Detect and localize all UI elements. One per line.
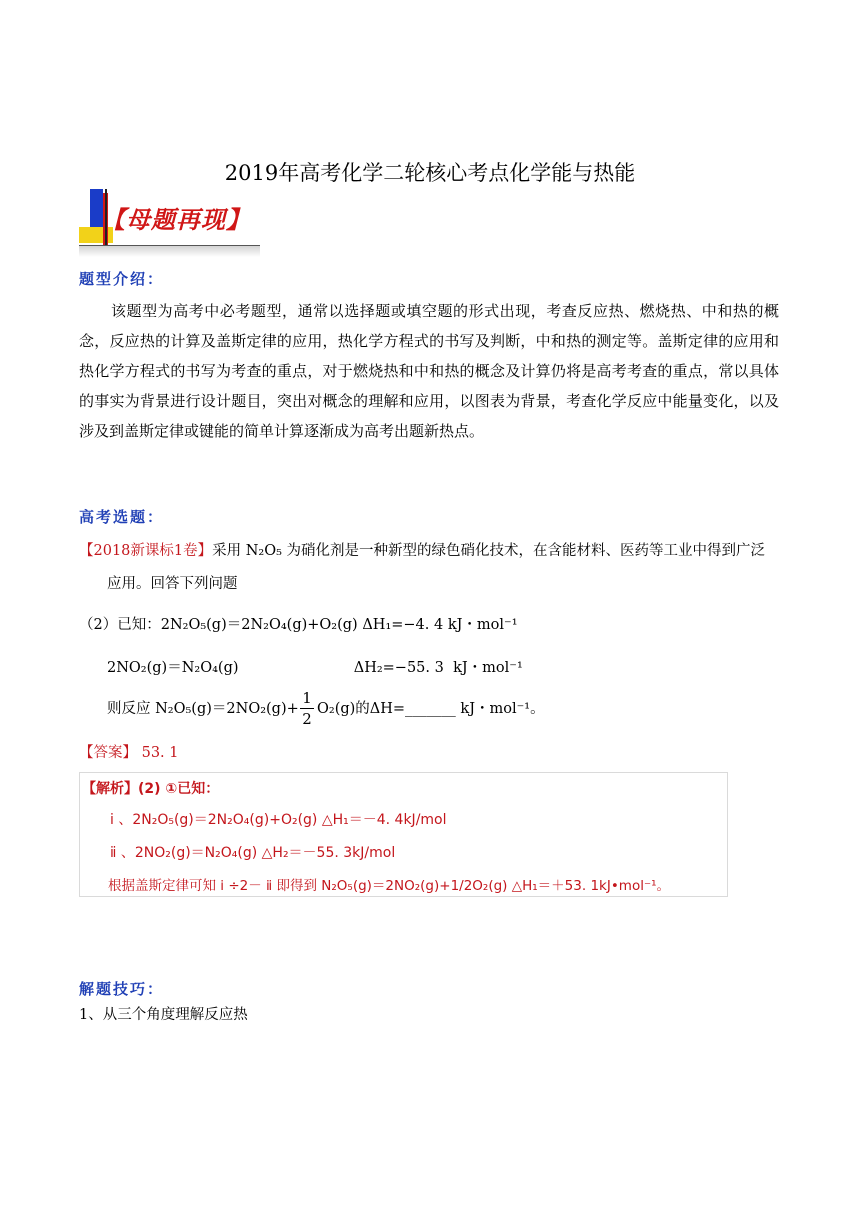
intro-paragraph: 该题型为高考中必考题型，通常以选择题或填空题的形式出现，考查反应热、燃烧热、中和热的概念，反应热的计算及盖斯定律的应用，热化学方程式的书写及判断，中和热的测定等。盖斯定律的应用和热化学方程式的书写为考查的重点，对于燃烧热和中和热的概念及计算仍将是高考考查的重点，常以具体的事实为背景进行设计题目，突出对概念的理解和应用，以图表为背景，考查化学反应中能量变化，以及涉及到盖斯定律或键能的简单计算逐渐成为高考出题新热点。 (79, 302, 779, 440)
section-heading-intro: 题型介绍： (79, 270, 165, 288)
tips-item-1: 1、从三个角度理解反应热 (79, 1007, 248, 1023)
analysis-line-2: ⅱ 、2NO₂(g)＝N₂O₄(g) △H₂＝－55. 3kJ/mol (110, 845, 396, 861)
analysis-image (79, 772, 728, 897)
banner-underline-shadow (79, 245, 260, 257)
analysis-line-1: ⅰ 、2N₂O₅(g)＝2N₂O₄(g)+O₂(g) △H₁＝－4. 4kJ/mol (110, 812, 447, 828)
analysis-heading-rest: (2) ①已知： (138, 781, 220, 797)
question-intro-text: 采用 N₂O₅ 为硝化剂是一种新型的绿色硝化技术，在含能材料、医药等工业中得到广泛 (212, 543, 766, 559)
equation-3-left: 则反应 N₂O₅(g)＝2NO₂(g)+ (107, 701, 299, 717)
fraction-numerator: 1 (300, 688, 314, 709)
analysis-tag: 【解析】 (82, 781, 138, 797)
question-source-tag: 【2018新课标1卷】 (79, 543, 213, 559)
section-heading-tips: 解题技巧： (79, 980, 165, 998)
fraction-denominator: 2 (302, 710, 312, 728)
section-heading-questions: 高考选题： (79, 508, 165, 526)
banner-label: 【母题再现】 (101, 205, 251, 234)
equation-1: （2）已知：2N₂O₅(g)＝2N₂O₄(g)+O₂(g) ΔH₁=−4. 4 kJ・mol⁻¹ (79, 617, 518, 633)
section-banner (79, 189, 260, 257)
analysis-heading (82, 778, 219, 798)
answer-tag: 【答案】 (79, 745, 137, 761)
question-intro-line-2: 应用。回答下列问题 (107, 576, 238, 592)
equation-3-right: O₂(g)的ΔH=_______ kJ・mol⁻¹。 (317, 701, 545, 717)
analysis-line-3: 根据盖斯定律可知 ⅰ ÷2－ ⅱ 即得到 N₂O₅(g)＝2NO₂(g)+1/2O₂(g) △H₁＝＋53. 1kJ•mol⁻¹。 (108, 878, 670, 894)
equation-2: 2NO₂(g)＝N₂O₄(g) ΔH₂=−55. 3 kJ・mol⁻¹ (107, 660, 523, 676)
question-intro-line (79, 539, 765, 560)
answer-line (79, 741, 179, 762)
answer-value: 53. 1 (141, 745, 179, 761)
document-title: 2019年高考化学二轮核心考点化学能与热能 (224, 161, 636, 185)
fraction-one-half (300, 688, 314, 729)
banner-underline (79, 245, 260, 246)
